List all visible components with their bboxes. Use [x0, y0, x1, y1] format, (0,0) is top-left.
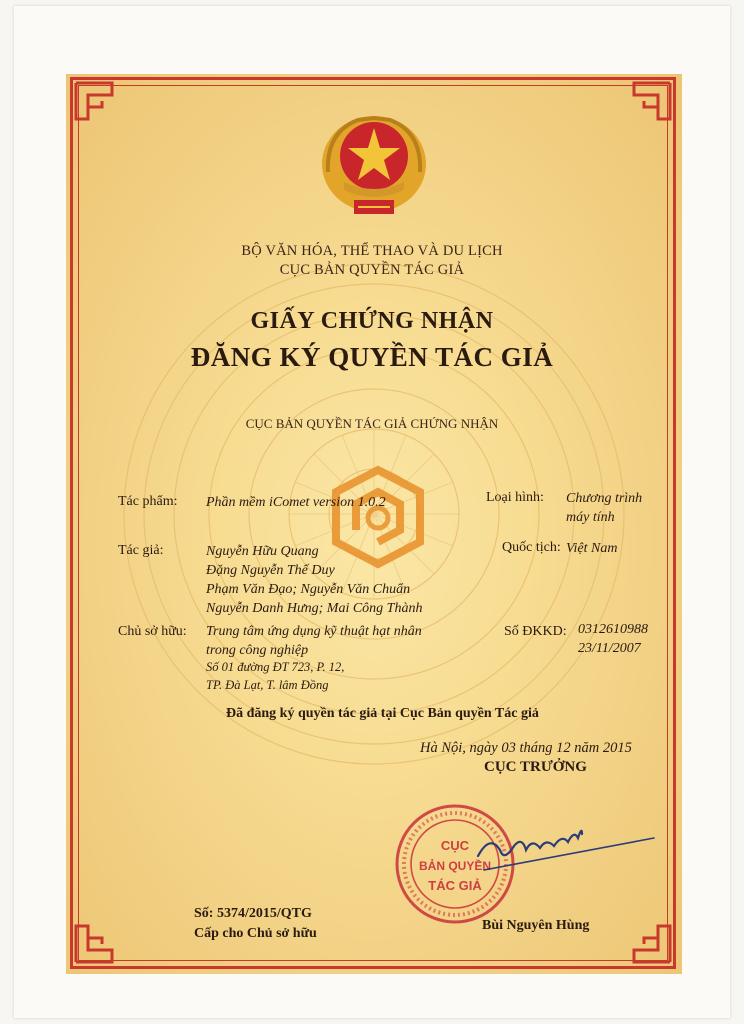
- author-name: Nguyễn Danh Hưng; Mai Công Thành: [206, 601, 423, 616]
- author-name: Đặng Nguyễn Thế Duy: [206, 563, 335, 578]
- nationality-value: Việt Nam: [566, 541, 618, 556]
- corner-ornament-bottom-left: [72, 918, 120, 966]
- department-name: CỤC BẢN QUYỀN TÁC GIẢ: [279, 262, 465, 278]
- certificate-title: GIẤY CHỨNG NHẬN: [250, 308, 494, 334]
- stamp-line: BẢN QUYỀN: [418, 859, 492, 873]
- issue-date: Hà Nội, ngày 03 tháng 12 năm 2015: [420, 740, 632, 756]
- registration-label: Số ĐKKD:: [504, 624, 567, 639]
- owner-line: Trung tâm ứng dụng kỹ thuật hạt nhân: [206, 624, 422, 639]
- handwritten-signature: [470, 812, 660, 892]
- author-label: Tác giả:: [118, 543, 164, 558]
- national-emblem-icon: [318, 112, 430, 220]
- address-line: TP. Đà Lạt, T. lâm Đồng: [206, 678, 329, 692]
- author-list: [206, 542, 422, 618]
- signer-name: Bùi Nguyên Hùng: [482, 918, 590, 933]
- type-value: [566, 489, 642, 527]
- work-value: Phần mềm iComet version 1.0.2: [206, 495, 386, 510]
- owner-address: [206, 658, 344, 694]
- work-label: Tác phẩm:: [118, 494, 178, 509]
- owner-value: [206, 622, 422, 660]
- owner-line: trong công nghiệp: [206, 643, 309, 658]
- signer-title: CỤC TRƯỞNG: [484, 759, 587, 775]
- type-label: Loại hình:: [486, 490, 544, 505]
- ministry-name: BỘ VĂN HÓA, THỂ THAO VÀ DU LỊCH: [241, 243, 503, 259]
- registered-statement: Đã đăng ký quyền tác giả tại Cục Bản quyền Tác giả: [226, 706, 539, 721]
- registration-value: [578, 620, 648, 658]
- address-line: Số 01 đường ĐT 723, P. 12,: [206, 660, 345, 674]
- type-value-line: máy tính: [566, 510, 615, 525]
- registration-number: 0312610988: [578, 622, 648, 637]
- certifies-statement: CỤC BẢN QUYỀN TÁC GIẢ CHỨNG NHẬN: [245, 416, 499, 431]
- stamp-line: TÁC GIẢ: [428, 878, 482, 893]
- registration-date: 23/11/2007: [578, 641, 641, 656]
- stamp-line: CỤC: [440, 838, 470, 853]
- author-name: Nguyễn Hữu Quang: [206, 544, 319, 559]
- type-value-line: Chương trình: [566, 491, 643, 506]
- certificate-number: Số: 5374/2015/QTG: [194, 906, 312, 921]
- corner-ornament-top-right: [626, 79, 674, 127]
- certificate-subtitle: ĐĂNG KÝ QUYỀN TÁC GIẢ: [190, 342, 554, 372]
- corner-ornament-bottom-right: [626, 918, 674, 966]
- nationality-label: Quốc tịch:: [502, 540, 561, 555]
- author-name: Phạm Văn Đạo; Nguyễn Văn Chuẩn: [206, 582, 411, 597]
- issued-to: Cấp cho Chủ sở hữu: [194, 926, 317, 941]
- owner-label: Chủ sở hữu:: [118, 624, 187, 639]
- corner-ornament-top-left: [72, 79, 120, 127]
